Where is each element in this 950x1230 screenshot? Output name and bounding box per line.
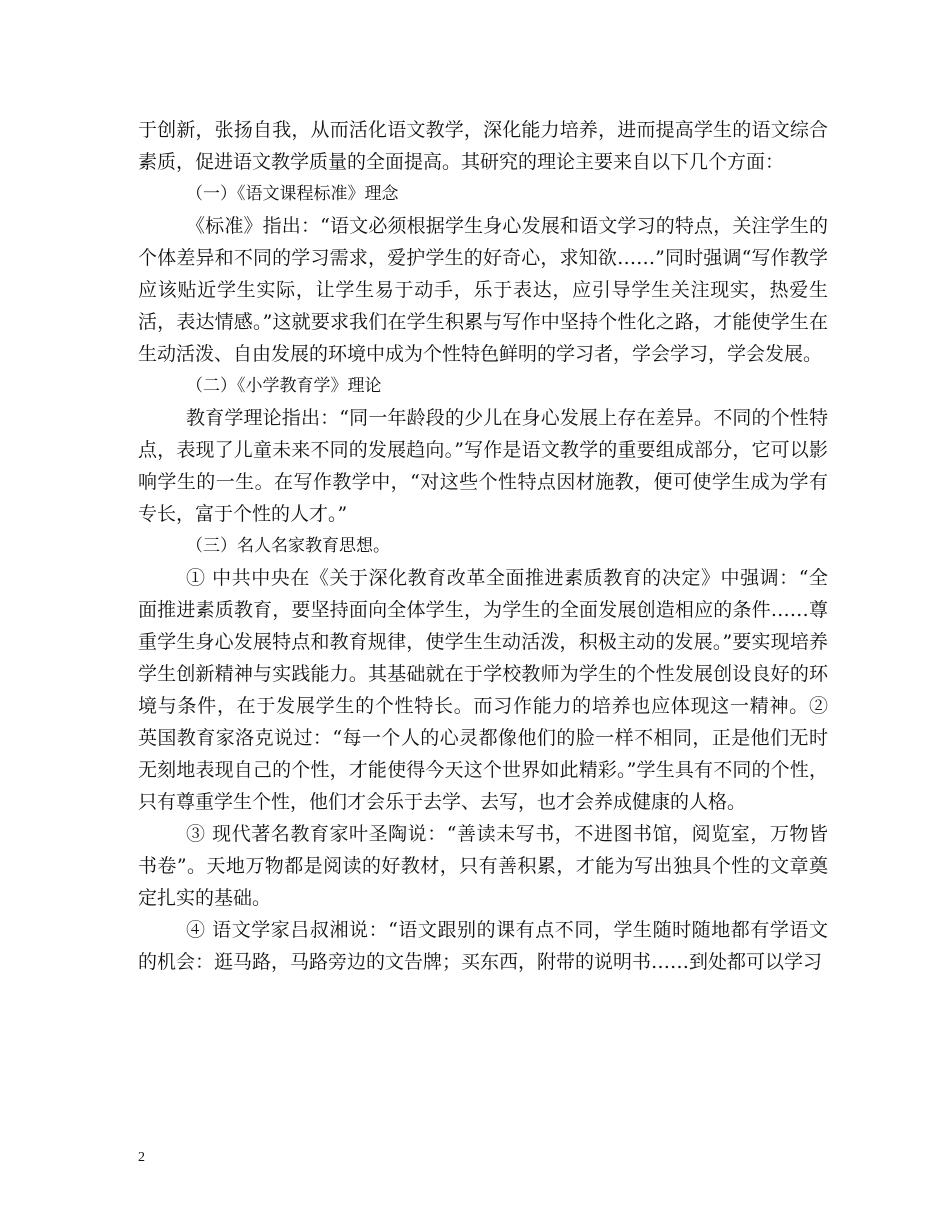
paragraph-lv-shuxiang: ④ 语文学家吕叔湘说：“语文跟别的课有点不同，学生随时随地都有学语文的机会：逛马路，马路旁边的文告牌；买东西，附带的说明书……到处都可以学习 <box>138 919 828 973</box>
section-heading-curriculum-standard: （一）《语文课程标准》理念 <box>186 184 399 204</box>
paragraph-curriculum-standard: 《标准》指出：“语文必须根据学生身心发展和语文学习的特点，关注学生的个体差异和不同的学习需求，爱护学生的好奇心，求知欲……”同时强调“写作教学应该贴近学生实际，让学生易于动手，乐于表达，应引导学生关注现实，热爱生活，表达情感。”这就要求我们在学生积累与写作中坚持个性化之路，才能使学生在生动活泼、自由发展的环境中成为个性特色鲜明的学习者，学会学习，学会发展。 <box>138 215 828 365</box>
paragraph-intro-continuation: 于创新，张扬自我，从而活化语文教学，深化能力培养，进而提高学生的语文综合素质，促进语文教学质量的全面提高。其研究的理论主要来自以下几个方面： <box>138 119 828 173</box>
section-heading-primary-pedagogy: （二）《小学教育学》理论 <box>186 376 382 396</box>
paragraph-central-committee-and-locke: ① 中共中央在《关于深化教育改革全面推进素质教育的决定》中强调：“全面推进素质教育，要坚持面向全体学生，为学生的全面发展创造相应的条件……尊重学生身心发展特点和教育规律，使学生生动活泼，积极主动的发展。”要实现培养学生创新精神与实践能力。其基础就在于学校教师为学生的个性发展创设良好的环境与条件，在于发展学生的个性特长。而习作能力的培养也应体现这一精神。② 英国教育家洛克说过：“每一个人的心灵都像他们的脸一样不相同，正是他们无时无刻地表现自己的个性，才能使得今天这个世界如此精彩。”学生具有不同的个性，只有尊重学生个性，他们才会乐于去学、去写，也才会养成健康的人格。 <box>138 567 828 813</box>
section-heading-educators-thoughts: （三）名人名家教育思想。 <box>186 536 390 556</box>
paragraph-primary-pedagogy: 教育学理论指出：“同一年龄段的少儿在身心发展上存在差异。不同的个性特点，表现了儿童未来不同的发展趋向。”写作是语文教学的重要组成部分，它可以影响学生的一生。在写作教学中，“对这些个性特点因材施教，便可使学生成为学有专长，富于个性的人才。” <box>138 407 828 525</box>
document-page <box>138 114 828 978</box>
paragraph-ye-shengtao: ③ 现代著名教育家叶圣陶说：“善读未写书，不进图书馆，阅览室，万物皆书卷”。天地万物都是阅读的好教材，只有善积累，才能为写出独具个性的文章奠定扎实的基础。 <box>138 823 828 909</box>
page-number: 2 <box>138 1150 145 1165</box>
